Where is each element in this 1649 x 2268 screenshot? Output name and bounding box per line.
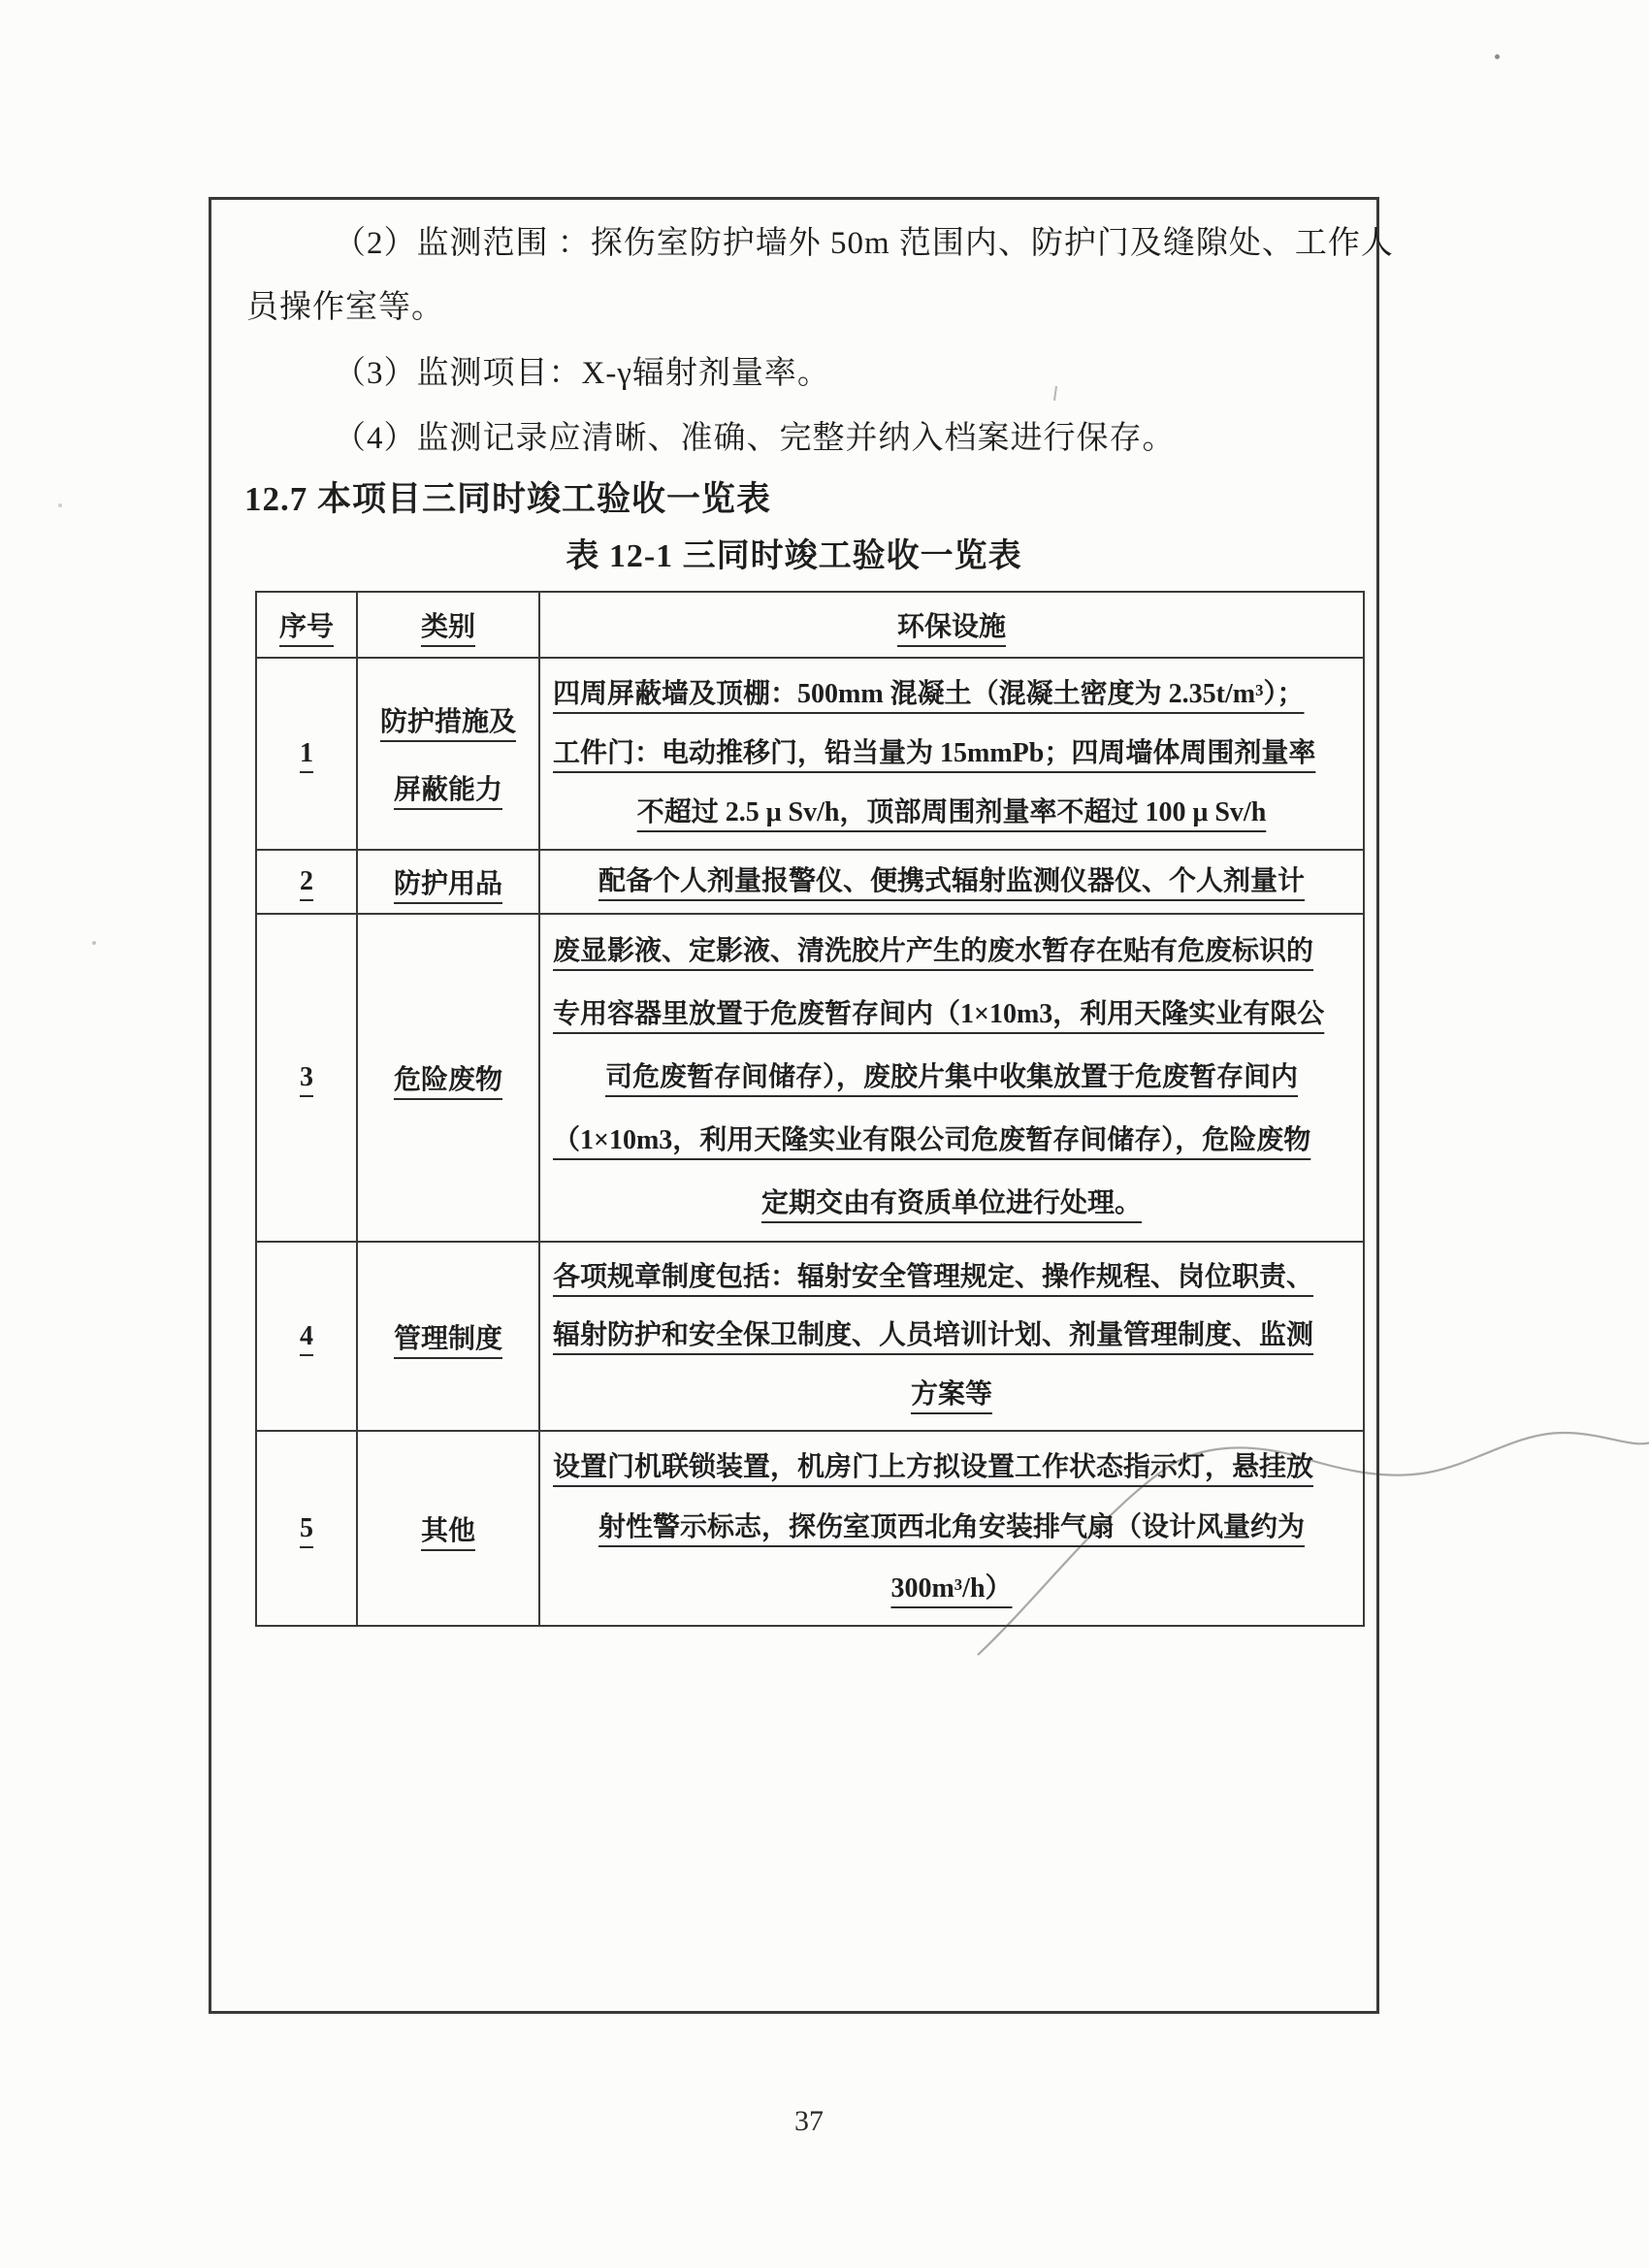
row-5-no-cell <box>257 1432 358 1625</box>
paragraph-2-line-2: 员操作室等。 <box>246 290 444 325</box>
row-4-no: 4 <box>300 1320 313 1351</box>
header-cell-category <box>358 593 540 659</box>
row-3-category-cell <box>358 915 540 1243</box>
row-4-content-line: 方案等 <box>910 1378 992 1409</box>
row-3-content-cell <box>540 915 1363 1243</box>
row-2-no-cell <box>257 851 358 915</box>
row-2-content-line: 配备个人剂量报警仪、便携式辐射监测仪器仪、个人剂量计 <box>598 866 1305 896</box>
row-3-no: 3 <box>300 1062 313 1092</box>
row-5-content-line: 射性警示标志，探伤室顶西北角安装排气扇（设计风量约为 <box>598 1512 1305 1543</box>
row-2-category-line: 防护用品 <box>393 869 502 899</box>
row-3-no-cell <box>257 915 358 1243</box>
row-1-category-line: 防护措施及 <box>379 707 516 737</box>
row-4-content-cell <box>540 1243 1363 1432</box>
row-4-no-cell <box>257 1243 358 1432</box>
row-4-category-cell <box>358 1243 540 1432</box>
content-border-box <box>209 197 1394 2014</box>
paragraph-2-line-1: （2）监测范围 ：探伤室防护墙外 50m 范围内、防护门及缝隙处、工作人 <box>334 226 1394 261</box>
row-1-category-line: 屏蔽能力 <box>393 775 502 805</box>
row-5-content-cell <box>540 1432 1363 1625</box>
row-3-content-line: 废显影液、定影液、清洗胶片产生的废水暂存在贴有危废标识的 <box>553 936 1314 967</box>
row-5-no: 5 <box>300 1512 313 1543</box>
row-3-content-line: 专用容器里放置于危废暂存间内（1×10m3，利用天隆实业有限公 <box>553 999 1325 1030</box>
header-facility-label: 环保设施 <box>896 612 1006 642</box>
row-3-category-line: 危险废物 <box>393 1065 502 1095</box>
scan-speck <box>1495 54 1500 59</box>
header-category-label: 类别 <box>420 612 475 642</box>
row-1-content-cell <box>540 659 1363 851</box>
row-5-content-line: 300m³/h） <box>890 1572 1013 1604</box>
row-5-content-line: 设置门机联锁装置，机房门上方拟设置工作状态指示灯，悬挂放 <box>553 1452 1314 1483</box>
row-1-category-cell <box>358 659 540 851</box>
row-1-no: 1 <box>300 738 313 768</box>
table-caption: 表 12-1 三同时竣工验收一览表 <box>566 538 1022 574</box>
row-4-category-line: 管理制度 <box>393 1323 502 1354</box>
scan-speck <box>92 941 96 945</box>
row-2-category-cell <box>358 851 540 915</box>
section-heading: 12.7 本项目三同时竣工验收一览表 <box>244 480 772 518</box>
row-1-no-cell <box>257 659 358 851</box>
header-cell-facility <box>540 593 1363 659</box>
row-4-content-line: 各项规章制度包括：辐射安全管理规定、操作规程、岗位职责、 <box>553 1262 1314 1293</box>
acceptance-checklist-table <box>255 591 1365 1627</box>
scan-speck <box>58 503 62 507</box>
header-no-label: 序号 <box>278 612 334 642</box>
row-1-content-line: 四周屏蔽墙及顶棚：500mm 混凝土（混凝土密度为 2.35t/m³）； <box>553 678 1305 709</box>
row-4-content-line: 辐射防护和安全保卫制度、人员培训计划、剂量管理制度、监测 <box>553 1320 1314 1351</box>
header-cell-no <box>257 593 358 659</box>
row-3-content-line: 司危废暂存间储存），废胶片集中收集放置于危废暂存间内 <box>604 1061 1298 1092</box>
paragraph-4: （4）监测记录应清晰、准确、完整并纳入档案进行保存。 <box>334 421 1176 456</box>
row-1-content-line: 不超过 2.5 μ Sv/h，顶部周围剂量率不超过 100 μ Sv/h <box>636 797 1267 828</box>
paragraph-3: （3）监测项目：X-γ辐射剂量率。 <box>334 356 830 391</box>
page-number: 37 <box>794 2105 824 2137</box>
row-2-content-cell <box>540 851 1363 915</box>
row-5-category-cell <box>358 1432 540 1625</box>
row-2-no: 2 <box>300 866 313 896</box>
row-3-content-line: 定期交由有资质单位进行处理。 <box>760 1187 1142 1218</box>
row-5-category-line: 其他 <box>420 1515 475 1546</box>
row-3-content-line: （1×10m3，利用天隆实业有限公司危废暂存间储存），危险废物 <box>553 1124 1311 1155</box>
row-1-content-line: 工件门：电动推移门，铅当量为 15mmPb；四周墙体周围剂量率 <box>553 737 1316 768</box>
